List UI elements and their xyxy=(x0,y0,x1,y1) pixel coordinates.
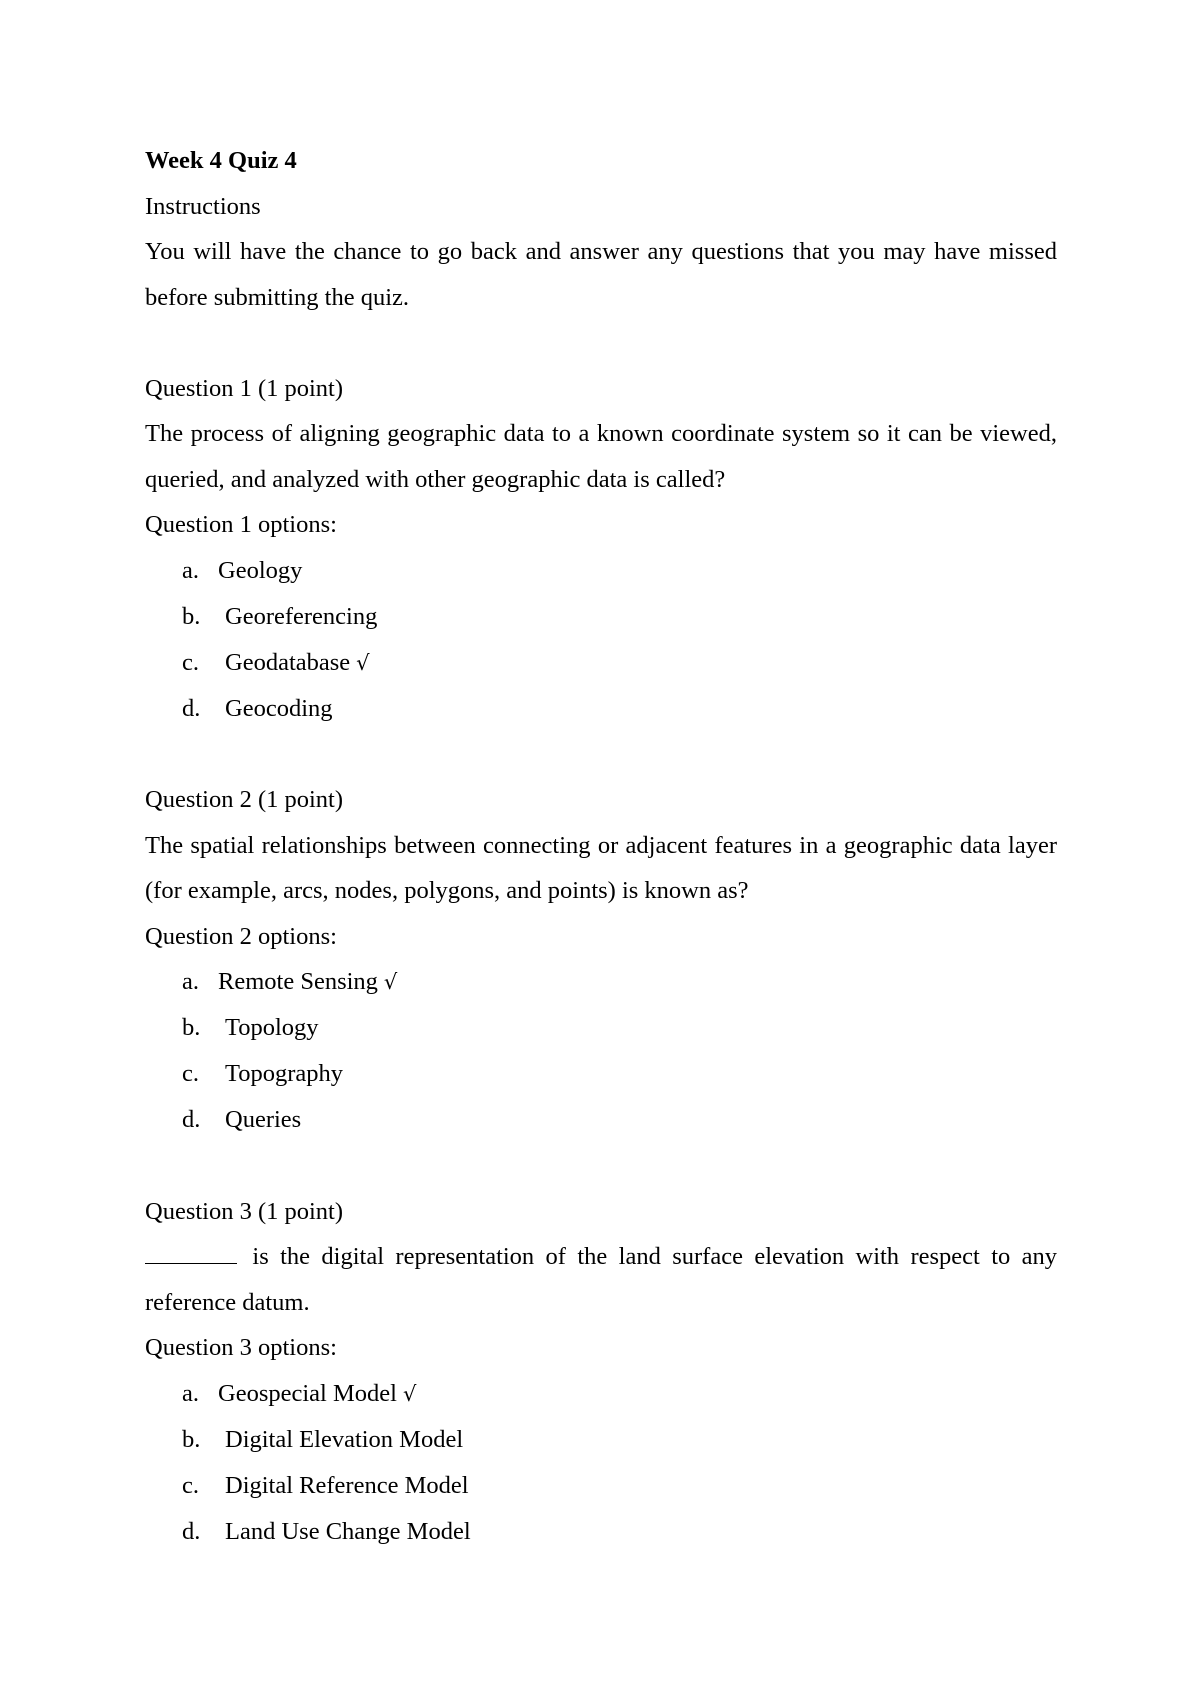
option-text: Topography xyxy=(225,1060,344,1087)
option-letter: d. xyxy=(182,1517,201,1545)
option-letter: a. xyxy=(182,556,199,584)
options-list xyxy=(145,1371,1057,1555)
options-label: Question 3 options: xyxy=(145,1334,337,1361)
option-letter: c. xyxy=(182,1060,199,1087)
option-letter: c. xyxy=(182,1471,199,1499)
question-text-wrap xyxy=(145,1234,1057,1325)
option-text: Geocoding xyxy=(225,694,333,722)
option-item[interactable] xyxy=(145,594,1057,640)
option-text: Queries xyxy=(225,1106,302,1133)
option-item[interactable] xyxy=(145,1005,1057,1051)
spacer xyxy=(145,1143,1057,1189)
option-letter: d. xyxy=(182,694,201,722)
question-3 xyxy=(145,1189,1057,1555)
instructions-text: You will have the chance to go back and answer any questions that you may have missed before submitting the quiz. xyxy=(145,238,1057,311)
option-item[interactable] xyxy=(145,959,1057,1005)
option-item[interactable] xyxy=(145,1417,1057,1463)
question-1 xyxy=(145,366,1057,732)
option-item[interactable] xyxy=(145,686,1057,732)
option-text: Geospecial Model xyxy=(218,1379,397,1407)
option-letter: c. xyxy=(182,648,199,676)
option-letter: a. xyxy=(182,1379,199,1407)
option-text: Georeferencing xyxy=(225,602,378,630)
option-item[interactable] xyxy=(145,1463,1057,1509)
option-letter: b. xyxy=(182,602,201,630)
option-text-wrap xyxy=(225,640,370,686)
option-text-wrap xyxy=(218,1371,416,1417)
question-header: Question 2 (1 point) xyxy=(145,786,344,813)
option-item[interactable] xyxy=(145,1051,1057,1097)
check-mark-icon: √ xyxy=(356,650,370,675)
option-letter: a. xyxy=(182,968,199,995)
option-letter: d. xyxy=(182,1106,201,1133)
question-text: The spatial relationships between connecting or adjacent features in a geographic data layer (for example, arcs, nodes, polygons, and points) is known as? xyxy=(145,831,1057,904)
question-header: Question 3 (1 point) xyxy=(145,1197,344,1225)
option-text-wrap xyxy=(218,959,397,1005)
options-list xyxy=(145,548,1057,732)
check-mark-icon: √ xyxy=(383,970,398,994)
question-text: is the digital representation of the land surface elevation with respect to any reference datum. xyxy=(145,1243,1058,1316)
check-mark-icon: √ xyxy=(402,1381,417,1406)
option-text: Digital Elevation Model xyxy=(225,1425,464,1453)
option-text: Topology xyxy=(225,1014,319,1041)
option-text: Remote Sensing xyxy=(218,968,378,995)
answer-blank xyxy=(145,1243,237,1264)
option-item[interactable] xyxy=(145,1097,1057,1143)
option-text: Land Use Change Model xyxy=(225,1517,471,1545)
spacer xyxy=(145,320,1057,366)
option-text: Digital Reference Model xyxy=(225,1471,469,1499)
option-text: Geology xyxy=(218,556,303,584)
option-item[interactable] xyxy=(145,640,1057,686)
options-list xyxy=(145,959,1057,1143)
quiz-document xyxy=(145,138,1057,1555)
option-letter: b. xyxy=(182,1014,201,1041)
option-item[interactable] xyxy=(145,1371,1057,1417)
option-item[interactable] xyxy=(145,548,1057,594)
option-letter: b. xyxy=(182,1425,201,1453)
quiz-title: Week 4 Quiz 4 xyxy=(145,147,297,174)
spacer xyxy=(145,732,1057,778)
options-label: Question 1 options: xyxy=(145,511,337,538)
question-text: The process of aligning geographic data to a known coordinate system so it can be viewed, queried, and analyzed with other geographic data is called? xyxy=(145,420,1057,493)
option-text: Geodatabase xyxy=(225,648,351,676)
options-label: Question 2 options: xyxy=(145,922,337,950)
question-2 xyxy=(145,777,1057,1143)
option-item[interactable] xyxy=(145,1509,1057,1555)
instructions-heading: Instructions xyxy=(145,192,261,220)
question-header: Question 1 (1 point) xyxy=(145,374,344,402)
